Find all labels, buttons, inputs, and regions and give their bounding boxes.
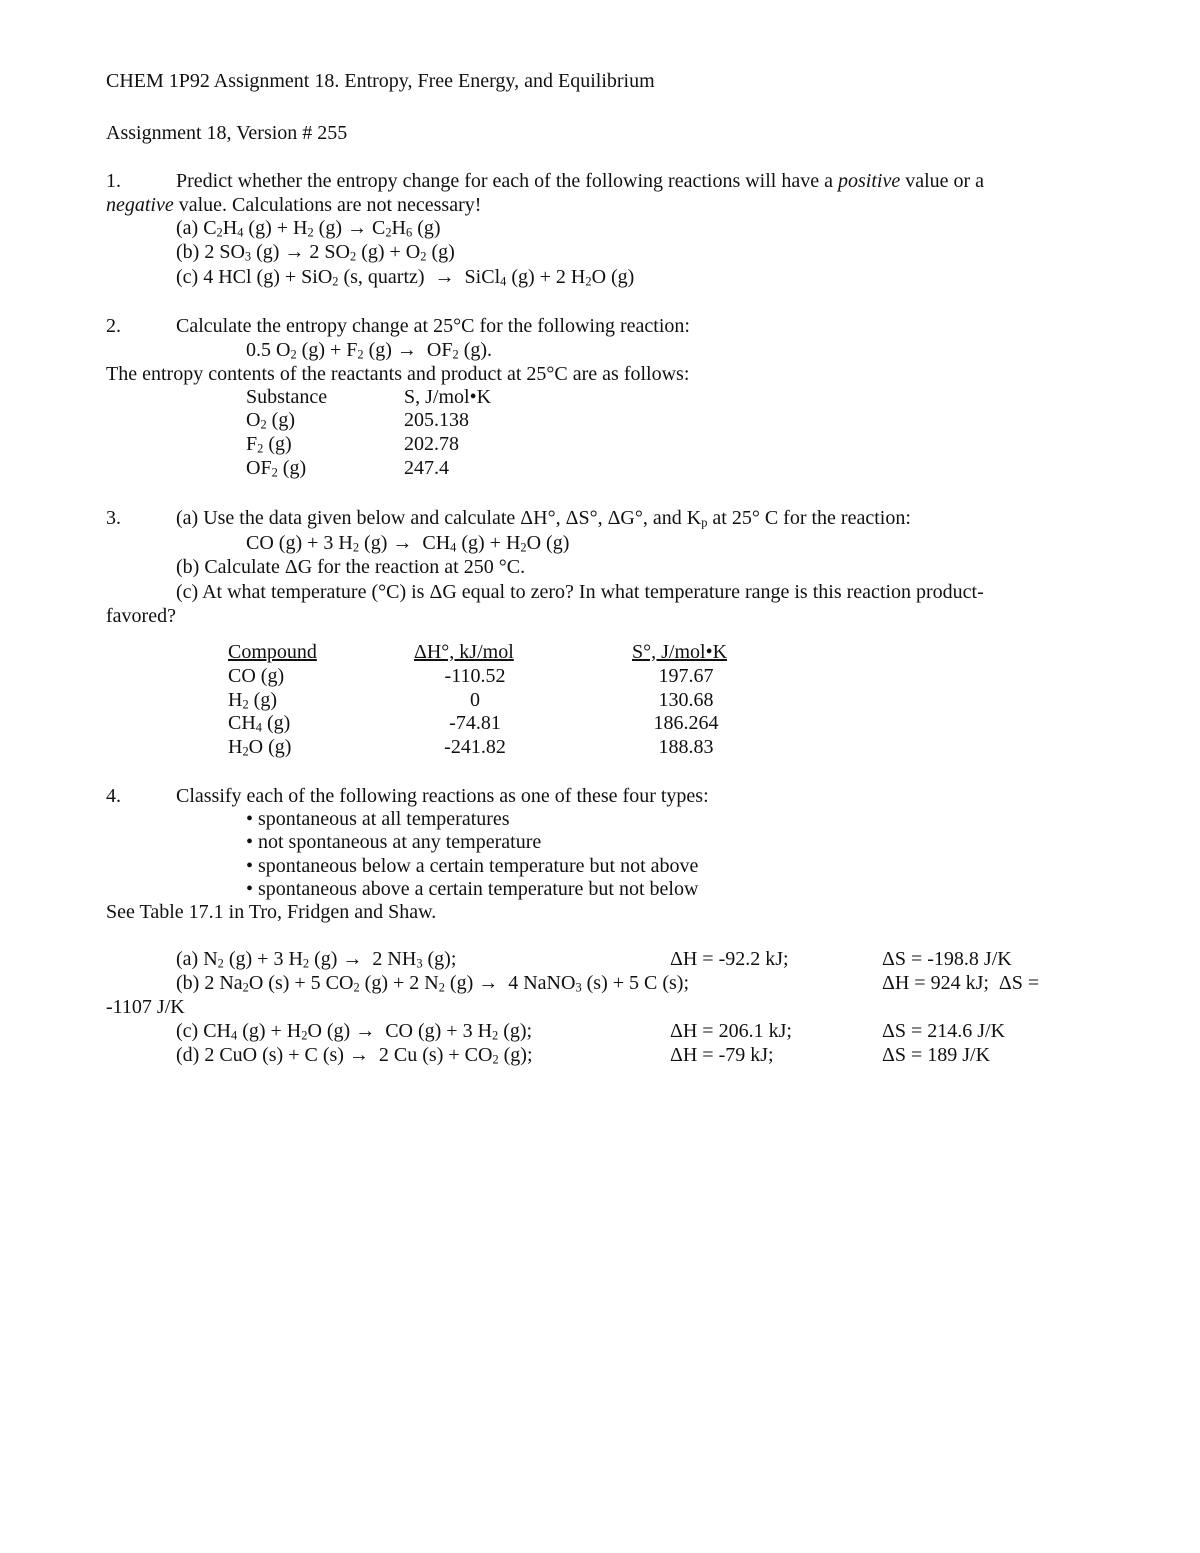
reaction-equation: (d) 2 CuO (s) + C (s) → 2 Cu $(s) + CO_2$ (g); — [176, 1044, 533, 1067]
document-title: CHEM 1P92 Assignment 18. Entropy, Free Energy, and Equilibrium — [106, 70, 655, 92]
q3-reaction: CO (g) + 3 $H_2$ $(g) \to CH_4$ $(g) + H_2O$ (g) — [246, 532, 570, 555]
reaction-dh: ΔH = -92.2 kJ; — [670, 948, 789, 970]
table-cell: -110.52 — [444, 665, 506, 687]
table-cell: CO (g) — [228, 665, 285, 687]
reaction-b-wrap: -1107 J/K — [106, 996, 185, 1018]
table-cell: 247.4 — [404, 457, 449, 479]
table-cell: 205.138 — [404, 409, 469, 431]
negative-word: negative — [106, 194, 174, 216]
table-cell: 197.67 — [658, 665, 714, 687]
reaction-ds: ΔH = 924 kJ; ΔS = — [882, 972, 1040, 994]
table-cell: -74.81 — [449, 712, 501, 734]
q1-intro-line-2: negative value. Calculations are not necessary! — [106, 194, 482, 216]
q2-text: Calculate the entropy change at 25°C for the following reaction: — [176, 315, 690, 337]
q1-reaction-a: (a) $C_2H_4$ $(g) + H_2$ $(g) \to C_2H_6$ (g) — [176, 217, 441, 240]
q1-number: 1. — [106, 170, 121, 192]
reaction-dh: ΔH = -79 kJ; — [670, 1044, 774, 1066]
list-item: • spontaneous below a certain temperature but not above — [246, 855, 699, 877]
q3-part-c: (c) At what temperature (°C) is ΔG equal to zero? In what temperature range is this reaction product- — [176, 581, 984, 603]
table-cell: $CH_4$ (g) — [228, 712, 291, 735]
table-cell: -241.82 — [444, 736, 506, 758]
table-cell: 0 — [470, 689, 480, 711]
table-cell: $H_2O$ (g) — [228, 736, 292, 759]
q1-reaction-c: (c) 4 HCl (g) + SiO$_2$ (s, quartz) → SiCl$_4$ (g) + 2 $H_2O$ (g) — [176, 266, 635, 289]
table-cell: $O_2$ (g) — [246, 409, 295, 432]
q3-part-b: (b) Calculate ΔG for the reaction at 250 °C. — [176, 556, 526, 578]
reaction-equation: (b) 2 $Na_2O$ (s) + 5 $CO_2$ (g) + 2 $N_2$ (g) → 4 NaNO$_3$ (s) + 5 C (s); — [176, 972, 690, 995]
q3-part-c-wrap: favored? — [106, 605, 176, 627]
q4-text: Classify each of the following reactions as one of these four types: — [176, 785, 709, 807]
list-item: • not spontaneous at any temperature — [246, 831, 542, 853]
reaction-equation: (a) $N_2$ (g) + 3 $H_2$ (g) → 2 $NH_3$ (g); — [176, 948, 457, 971]
table-cell: 188.83 — [658, 736, 714, 758]
q1-reaction-b: (b) 2 $SO_3$ (g) → 2 $SO_2$ $(g) + O_2$ (g) — [176, 241, 455, 264]
list-item: • spontaneous above a certain temperature but not below — [246, 878, 699, 900]
q1-intro-line: Predict whether the entropy change for each of the following reactions will have a positive value or a — [176, 170, 985, 192]
thermo-header-dh: ΔH°, kJ/mol — [414, 641, 514, 663]
reaction-equation: (c) $CH_4$ $(g) + H_2O$ (g) → CO (g) + 3 $H_2$ (g); — [176, 1020, 533, 1043]
reaction-ds: ΔS = -198.8 J/K — [882, 948, 1012, 970]
q3-part-a: (a) Use the data given below and calculate ΔH°, ΔS°, ΔG°, and $K_p$ at 25° C for the reaction: — [176, 507, 911, 530]
q2-number: 2. — [106, 315, 121, 337]
version-line: Assignment 18, Version # 255 — [106, 122, 348, 144]
table-cell: 186.264 — [653, 712, 719, 734]
thermo-header-compound: Compound — [228, 641, 317, 663]
reaction-ds: ΔS = 189 J/K — [882, 1044, 991, 1066]
thermo-header-s: S°, J/mol•K — [632, 641, 728, 663]
reaction-dh: ΔH = 206.1 kJ; — [670, 1020, 792, 1042]
table-cell: $H_2$ (g) — [228, 689, 277, 712]
q3-number: 3. — [106, 507, 121, 529]
q4-reference: See Table 17.1 in Tro, Fridgen and Shaw. — [106, 901, 437, 923]
q2-reaction: 0.5 $O_2$ $(g) + F_2$ $(g) \to OF_2$ (g). — [246, 339, 493, 362]
q2-text-2: The entropy contents of the reactants and product at 25°C are as follows: — [106, 363, 690, 385]
entropy-header-s: S, J/mol•K — [404, 386, 492, 408]
positive-word: positive — [837, 170, 901, 192]
q4-number: 4. — [106, 785, 121, 807]
list-item: • spontaneous at all temperatures — [246, 808, 510, 830]
entropy-header-substance: Substance — [246, 386, 328, 408]
table-cell: $F_2$ (g) — [246, 433, 292, 456]
table-cell: 202.78 — [404, 433, 459, 455]
reaction-ds: ΔS = 214.6 J/K — [882, 1020, 1006, 1042]
table-cell: 130.68 — [658, 689, 714, 711]
table-cell: $OF_2$ (g) — [246, 457, 307, 480]
